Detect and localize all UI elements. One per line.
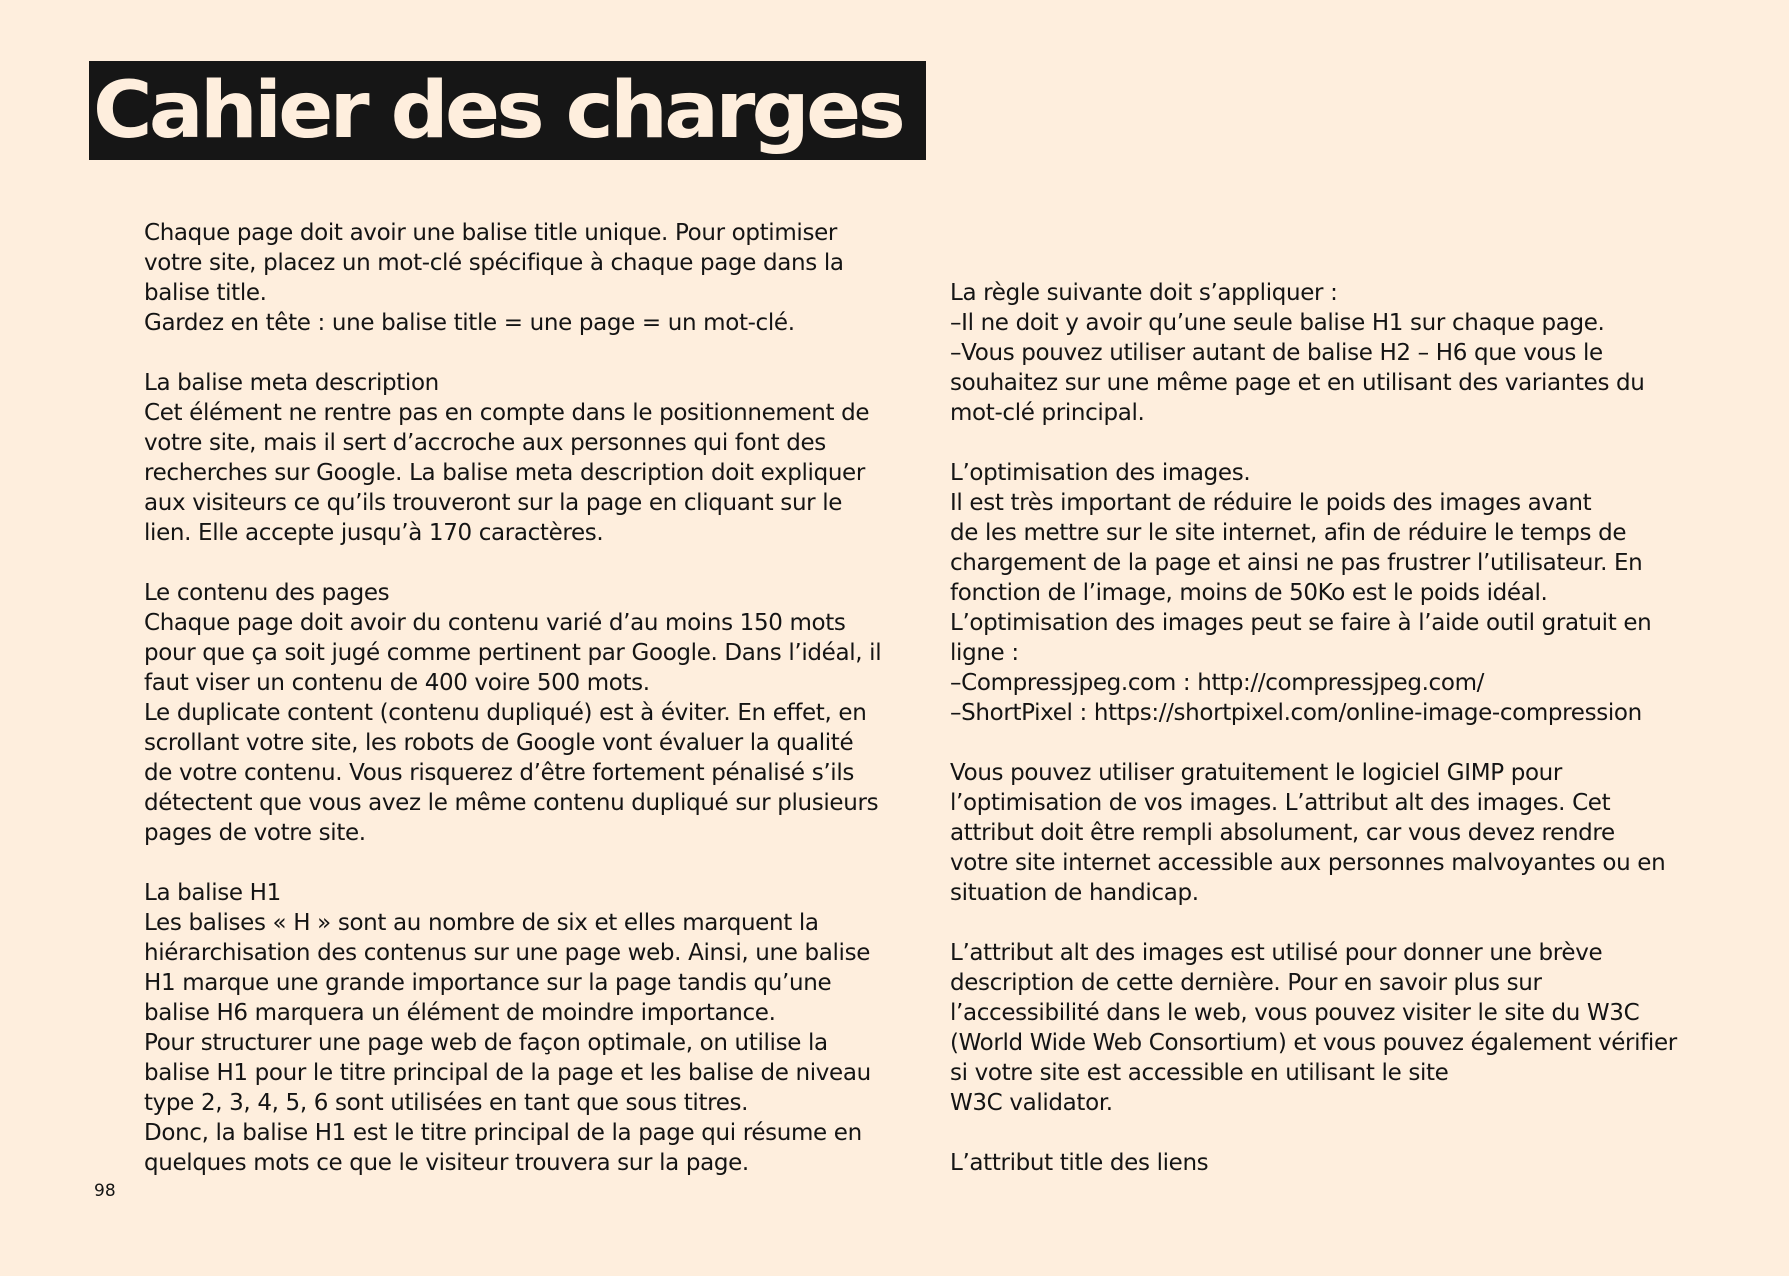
text-line: Cet élément ne rentre pas en compte dans le positionnement de: [144, 400, 870, 426]
text-line: L’attribut title des liens: [950, 1150, 1209, 1176]
text-line: quelques mots ce que le visiteur trouvera sur la page.: [144, 1150, 749, 1176]
paragraph-gap: [950, 728, 1677, 758]
text-line: Il est très important de réduire le poids des images avant: [950, 490, 1592, 516]
paragraph-gap: [950, 1118, 1677, 1148]
text-line: pour que ça soit jugé comme pertinent par Google. Dans l’idéal, il: [144, 640, 882, 666]
text-line: lien. Elle accepte jusqu’à 170 caractères.: [144, 520, 604, 546]
text-line: Gardez en tête : une balise title = une page = un mot-clé.: [144, 310, 795, 336]
text-line: votre site internet accessible aux personnes malvoyantes ou en: [950, 850, 1666, 876]
text-line: si votre site est accessible en utilisant le site: [950, 1060, 1449, 1086]
text-line: hiérarchisation des contenus sur une page web. Ainsi, une balise: [144, 940, 871, 966]
text-line: Le contenu des pages: [144, 580, 390, 606]
text-line: fonction de l’image, moins de 50Ko est le poids idéal.: [950, 580, 1548, 606]
text-line: –Vous pouvez utiliser autant de balise H2 – H6 que vous le: [950, 340, 1603, 366]
text-line: attribut doit être rempli absolument, car vous devez rendre: [950, 820, 1615, 846]
text-line: de les mettre sur le site internet, afin de réduire le temps de: [950, 520, 1627, 546]
page-number: 98: [94, 1181, 116, 1201]
text-line: aux visiteurs ce qu’ils trouveront sur la page en cliquant sur le: [144, 490, 843, 516]
text-line: recherches sur Google. La balise meta description doit expliquer: [144, 460, 865, 486]
text-line: La balise H1: [144, 880, 281, 906]
text-line: Pour structurer une page web de façon optimale, on utilise la: [144, 1030, 828, 1056]
text-line: description de cette dernière. Pour en savoir plus sur: [950, 970, 1542, 996]
text-line: Chaque page doit avoir une balise title unique. Pour optimiser: [144, 220, 837, 246]
text-line: faut viser un contenu de 400 voire 500 mots.: [144, 670, 650, 696]
text-line: souhaitez sur une même page et en utilisant des variantes du: [950, 370, 1645, 396]
text-line: l’accessibilité dans le web, vous pouvez visiter le site du W3C: [950, 1000, 1640, 1026]
text-line: –Compressjpeg.com : http://compressjpeg.com/: [950, 670, 1485, 696]
text-line: W3C validator.: [950, 1090, 1113, 1116]
text-line: balise H6 marquera un élément de moindre importance.: [144, 1000, 776, 1026]
text-line: balise title.: [144, 280, 267, 306]
text-line: La balise meta description: [144, 370, 439, 396]
text-line: La règle suivante doit s’appliquer :: [950, 280, 1338, 306]
text-line: Le duplicate content (contenu dupliqué) est à éviter. En effet, en: [144, 700, 867, 726]
text-line: Donc, la balise H1 est le titre principal de la page qui résume en: [144, 1120, 862, 1146]
text-line: –ShortPixel : https://shortpixel.com/online-image-compression: [950, 700, 1642, 726]
paragraph-gap: [144, 548, 881, 578]
text-line: situation de handicap.: [950, 880, 1199, 906]
left-column: [144, 218, 881, 1178]
text-line: L’attribut alt des images est utilisé pour donner une brève: [950, 940, 1603, 966]
page-title: Cahier des charges: [93, 65, 903, 156]
text-line: votre site, placez un mot-clé spécifique à chaque page dans la: [144, 250, 844, 276]
text-line: chargement de la page et ainsi ne pas frustrer l’utilisateur. En: [950, 550, 1643, 576]
paragraph-gap: [144, 848, 881, 878]
text-line: Chaque page doit avoir du contenu varié d’au moins 150 mots: [144, 610, 846, 636]
text-line: type 2, 3, 4, 5, 6 sont utilisées en tant que sous titres.: [144, 1090, 749, 1116]
text-line: –Il ne doit y avoir qu’une seule balise H1 sur chaque page.: [950, 310, 1605, 336]
text-line: de votre contenu. Vous risquerez d’être fortement pénalisé s’ils: [144, 760, 854, 786]
text-line: détectent que vous avez le même contenu dupliqué sur plusieurs: [144, 790, 879, 816]
right-column: [950, 278, 1677, 1178]
text-line: scrollant votre site, les robots de Google vont évaluer la qualité: [144, 730, 854, 756]
text-line: (World Wide Web Consortium) et vous pouvez également vérifier: [950, 1030, 1677, 1056]
text-line: votre site, mais il sert d’accroche aux personnes qui font des: [144, 430, 826, 456]
text-line: balise H1 pour le titre principal de la page et les balise de niveau: [144, 1060, 871, 1086]
paragraph-gap: [950, 908, 1677, 938]
text-line: Vous pouvez utiliser gratuitement le logiciel GIMP pour: [950, 760, 1562, 786]
title-banner: [89, 61, 926, 160]
paragraph-gap: [144, 338, 881, 368]
text-line: L’optimisation des images peut se faire à l’aide outil gratuit en: [950, 610, 1652, 636]
text-line: mot-clé principal.: [950, 400, 1145, 426]
paragraph-gap: [950, 428, 1677, 458]
text-line: Les balises « H » sont au nombre de six et elles marquent la: [144, 910, 819, 936]
text-line: ligne :: [950, 640, 1019, 666]
text-line: l’optimisation de vos images. L’attribut alt des images. Cet: [950, 790, 1611, 816]
text-line: L’optimisation des images.: [950, 460, 1251, 486]
text-line: pages de votre site.: [144, 820, 366, 846]
text-line: H1 marque une grande importance sur la page tandis qu’une: [144, 970, 832, 996]
